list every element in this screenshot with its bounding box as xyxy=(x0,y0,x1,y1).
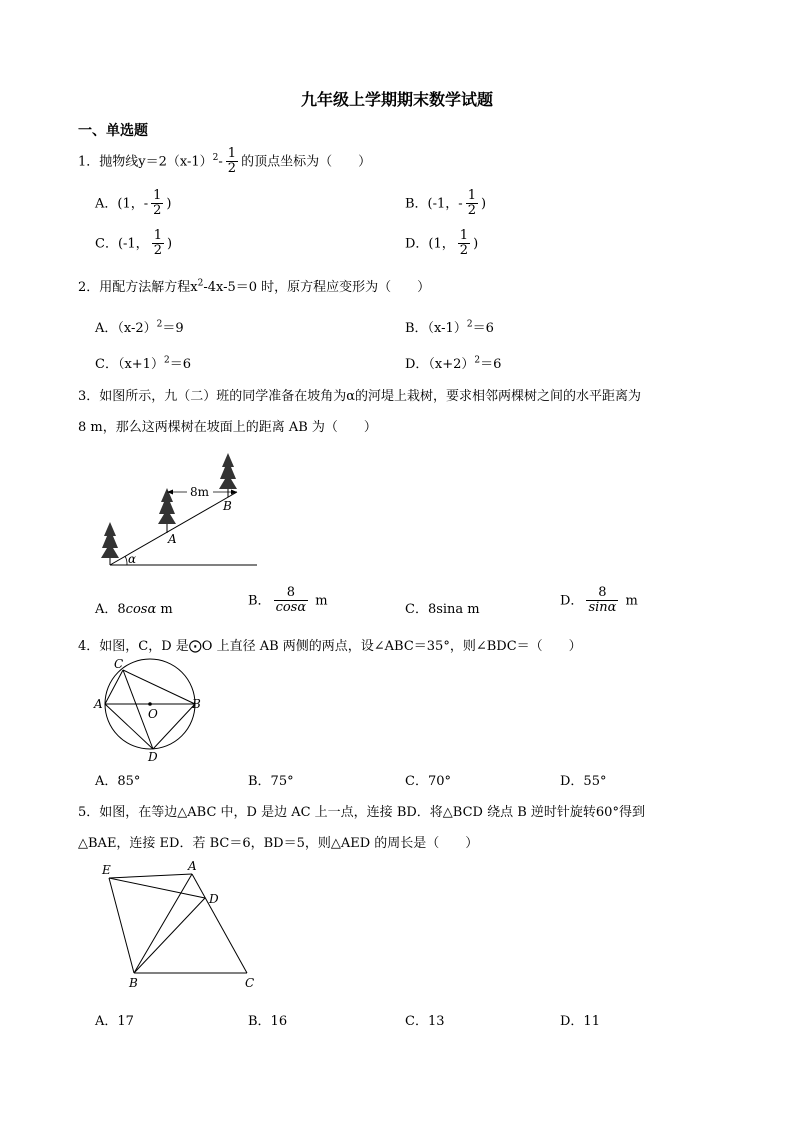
slope-figure xyxy=(95,450,265,575)
point-b-label: B xyxy=(192,697,201,711)
point-b-label: B xyxy=(223,499,232,513)
q1-option-c[interactable]: C．(-1， $\frac{1}{2}$ ) xyxy=(95,228,173,259)
page-title: 九年级上学期期末数学试题 xyxy=(300,90,493,109)
q2-option-a[interactable]: A．$(x-2)^2=9$ xyxy=(95,319,184,336)
question-1-stem xyxy=(78,147,371,177)
q1-stem-sup: 2 xyxy=(212,152,219,163)
q2-option-c[interactable]: C．$(x+1)^2=6$ xyxy=(95,355,191,372)
segment-ed xyxy=(109,878,205,898)
triangle-figure xyxy=(95,858,270,993)
point-c-label: C xyxy=(245,976,255,990)
angle-arc xyxy=(125,556,127,565)
q3-option-a[interactable]: A．8cosα m xyxy=(95,602,173,617)
q5-option-a[interactable]: A．17 xyxy=(95,1014,134,1029)
point-a-label: A xyxy=(188,859,197,873)
tree-icon xyxy=(101,522,119,565)
point-c-label: C xyxy=(114,657,124,671)
segment-bd xyxy=(134,898,205,973)
q4-option-a[interactable]: A．85° xyxy=(95,774,141,789)
q2-option-b[interactable]: B．$(x-1)^2=6$ xyxy=(405,319,494,336)
q1-stem-fraction: $\frac{1}{2}$ xyxy=(227,146,237,177)
circle-figure xyxy=(90,655,210,765)
question-4-stem: 4．如图，C，D 是⨀O 上直径 AB 两侧的两点，设∠ABC＝35°，则∠BDC＝（ ） xyxy=(78,639,582,654)
point-d-label: D xyxy=(148,750,158,764)
question-2-stem: 2．用配方法解方程$x^2-4x-5=0$ 时，原方程应变形为（ ） xyxy=(78,278,431,295)
q4-option-c[interactable]: C．70° xyxy=(405,774,451,789)
q4-option-b[interactable]: B．75° xyxy=(248,774,294,789)
q5-option-c[interactable]: C．13 xyxy=(405,1014,445,1029)
q2-option-d[interactable]: D．$(x+2)^2=6$ xyxy=(405,355,502,372)
tree-icon xyxy=(158,488,176,533)
question-3-stem-line1: 3．如图所示，九（二）班的同学准备在坡角为α的河堤上栽树，要求相邻两棵树之间的水平距离为 xyxy=(78,389,642,404)
point-a-label: A xyxy=(94,697,103,711)
point-o-label: O xyxy=(148,707,158,721)
q3-option-b[interactable]: B． $\frac{8}{\cos\alpha}$ m xyxy=(248,585,328,616)
segment-ea xyxy=(109,874,192,878)
point-e-label: E xyxy=(102,863,111,877)
point-b-label: B xyxy=(129,976,138,990)
question-5-stem-line2: △BAE，连接 ED．若 BC＝6，BD＝5，则△AED 的周长是（ ） xyxy=(78,836,479,851)
center-point xyxy=(148,702,152,706)
distance-label: 8m xyxy=(190,485,210,499)
segment-ac xyxy=(192,874,247,973)
question-5-stem-line1: 5．如图，在等边△ABC 中，D 是边 AC 上一点，连接 BD．将△BCD 绕点 B 逆时针旋转60°得到 xyxy=(78,805,645,820)
q3-option-d[interactable]: D． $\frac{8}{\sin\alpha}$ m xyxy=(560,585,638,616)
q4-option-d[interactable]: D．55° xyxy=(560,774,607,789)
q1-option-d[interactable]: D．(1， $\frac{1}{2}$ ) xyxy=(405,228,479,259)
tree-icon xyxy=(219,453,237,497)
question-3-stem-line2: 8 m，那么这两棵树在坡面上的距离 AB 为（ ） xyxy=(78,420,377,435)
section-heading: 一、单选题 xyxy=(78,123,148,139)
q1-stem-a: 1．抛物线y＝2（x-1） xyxy=(78,154,213,170)
q1-stem-c: 的顶点坐标为（ ） xyxy=(241,154,372,170)
q1-option-b[interactable]: B．(-1，- $\frac{1}{2}$ ) xyxy=(405,188,487,219)
point-a-label: A xyxy=(168,532,177,546)
point-d-label: D xyxy=(209,892,219,906)
angle-label: α xyxy=(128,552,137,566)
q1-option-a[interactable]: A．(1，- $\frac{1}{2}$ ) xyxy=(95,188,172,219)
q1-stem-b: - xyxy=(218,154,223,170)
q5-option-d[interactable]: D．11 xyxy=(560,1014,600,1029)
q5-option-b[interactable]: B．16 xyxy=(248,1014,288,1029)
q3-option-c[interactable]: C．8sina m xyxy=(405,602,480,617)
segment-eb xyxy=(109,878,134,973)
